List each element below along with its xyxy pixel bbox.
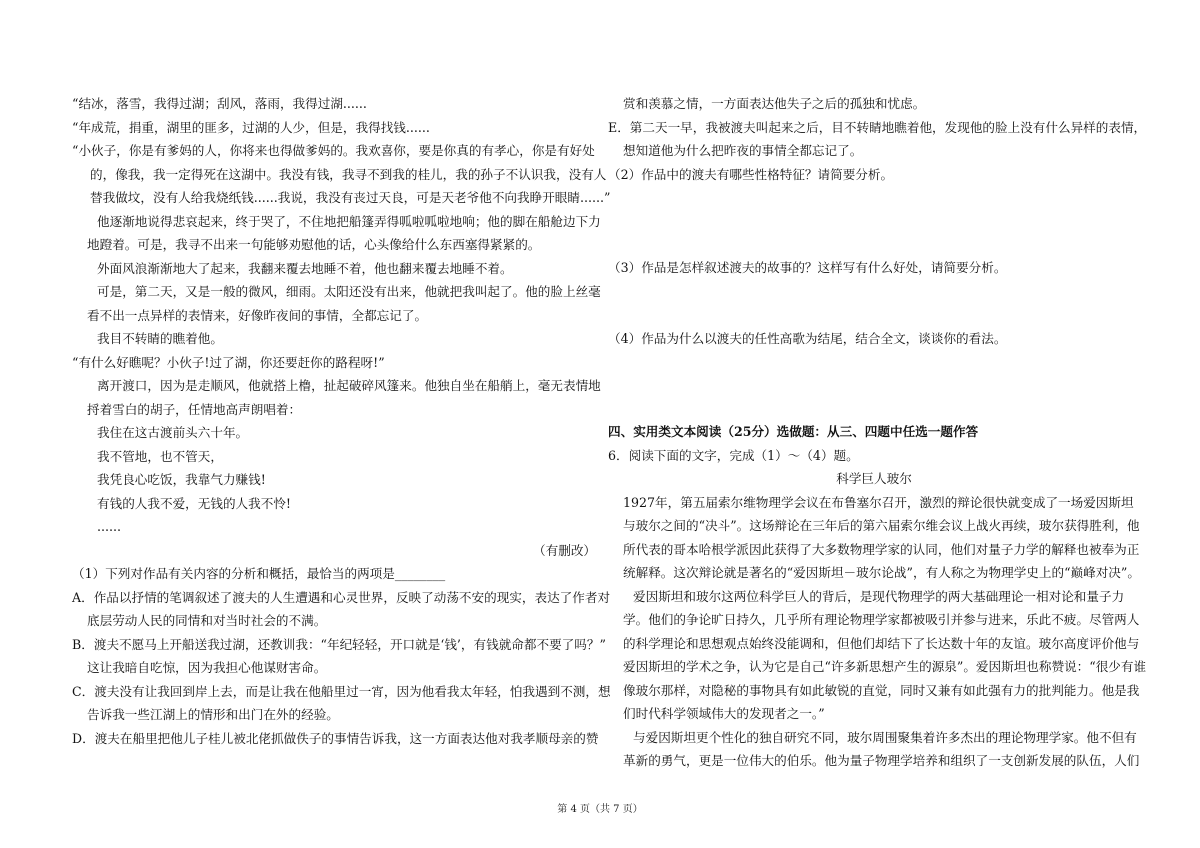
option-e: E．第二天一早，我被渡夫叫起来之后，目不转睛地瞧着他，发现他的脸上没有什么异样的表情， bbox=[608, 119, 1147, 135]
paragraph-line: 所代表的哥本哈根学派因此获得了大多数物理学家的认同，他们对量子力学的解释也被奉为正 bbox=[623, 541, 1140, 557]
text-line: 可是，第二天，又是一般的微风，细雨。太阳还没有出来，他就把我叫起了。他的脸上丝毫 bbox=[97, 284, 601, 299]
option-c: C．渡夫没有让我回到岸上去，而是让我在他船里过一宵，因为他看我太年轻，怕我遇到不测，想 bbox=[72, 683, 611, 699]
paragraph-line: 学。他们的争论旷日持久，几乎所有理论物理学家都被吸引并参与进来，乐此不疲。尽管两人 bbox=[623, 612, 1140, 627]
text-line: 外面风浪渐渐地大了起来，我翻来覆去地睡不着，他也翻来覆去地睡不着。 bbox=[97, 260, 513, 276]
poem-line: 我住在这古渡前头六十年。 bbox=[97, 425, 249, 440]
question-2: （2）作品中的渡夫有哪些性格特征？请简要分析。 bbox=[608, 166, 894, 182]
text-line: 他逐渐地说得悲哀起来，终于哭了，不住地把船篷弄得呱啦呱啦地响；他的脚在船舱边下力 bbox=[97, 213, 601, 229]
question-4: （4）作品为什么以渡夫的任性高歌为结尾，结合全文，谈谈你的看法。 bbox=[608, 330, 1007, 346]
text-line: 捋着雪白的胡子，任情地高声朗唱着： bbox=[87, 401, 302, 417]
answer-space bbox=[608, 186, 1140, 256]
page-footer: 第 4 页（共 7 页） bbox=[557, 804, 643, 815]
text-line: 地蹬着。可是，我寻不出来一句能够劝慰他的话，心头像给什么东西塞得紧紧的。 bbox=[87, 237, 541, 252]
text-line: “小伙子，你是有爹妈的人，你将来也得做爹妈的。我欢喜你，要是你真的有孝心，你是有好处 bbox=[72, 143, 595, 158]
paragraph-line: 的科学理论和思想观点始终没能调和，但他们却结下了长达数十年的友谊。玻尔高度评价他与 bbox=[623, 635, 1140, 651]
poem-line: 有钱的人我不爱，无钱的人我不怜! bbox=[97, 495, 291, 511]
paragraph-line: 们时代科学领域伟大的发现者之一。” bbox=[623, 706, 825, 721]
text-line: “年成荒，捐重，湖里的匪多，过湖的人少，但是，我得找钱...... bbox=[72, 119, 430, 135]
option-a: A．作品以抒情的笔调叙述了渡夫的人生遭遇和心灵世界，反映了动荡不安的现实，表达了作者对 bbox=[72, 589, 611, 605]
option-b-cont: 这让我暗自吃惊，因为我担心他谋财害命。 bbox=[87, 660, 327, 675]
text-line: 替我做坟，没有人给我烧纸钱......我说，我没有丧过天良，可是天老爷他不向我睁开眼睛......” bbox=[90, 190, 611, 205]
paragraph-line: 像玻尔那样，对隐秘的事物具有如此敏锐的直觉，同时又兼有如此强有力的批判能力。他是我 bbox=[623, 682, 1140, 698]
poem-line: 我不管地，也不管天， bbox=[97, 448, 223, 464]
paragraph-line: 与爱因斯坦更个性化的独自研究不同，玻尔周围聚集着许多杰出的理论物理学家。他不但有 bbox=[633, 729, 1137, 745]
option-d-cont: 赏和羡慕之情，一方面表达他失子之后的孤独和忧虑。 bbox=[623, 96, 926, 111]
option-c-cont: 告诉我一些江湖上的情形和出门在外的经验。 bbox=[87, 707, 339, 722]
text-line: 离开渡口，因为是走顺风，他就搭上橹，扯起破碎风篷来。他独自坐在船艄上，毫无表情地 bbox=[97, 378, 601, 393]
question-1: （1）下列对作品有关内容的分析和概括，最恰当的两项是________ bbox=[72, 566, 446, 581]
section-heading: 四、实用类文本阅读（25分）选做题：从三、四题中任选一题作答 bbox=[608, 424, 979, 439]
poem-line: 我凭良心吃饭，我靠气力赚钱! bbox=[97, 472, 266, 487]
left-column bbox=[72, 92, 611, 750]
option-a-cont: 底层劳动人民的同情和对当时社会的不满。 bbox=[87, 613, 327, 628]
answer-space bbox=[608, 280, 1140, 327]
text-line: “有什么好瞧呢？小伙子!过了湖，你还要赶你的路程呀!” bbox=[72, 354, 385, 370]
paragraph-line: 爱因斯坦和玻尔这两位科学巨人的背后，是现代物理学的两大基础理论一相对论和量子力 bbox=[633, 588, 1125, 604]
option-d: D．渡夫在船里把他儿子桂儿被北佬抓做佚子的事情告诉我，这一方面表达他对我孝顺母亲的赞 bbox=[72, 730, 599, 746]
right-column bbox=[608, 92, 1147, 773]
question-6: 6．阅读下面的文字，完成（1）～（4）题。 bbox=[608, 447, 859, 463]
poem-line: ...... bbox=[97, 519, 122, 534]
text-line: 的，像我，我一定得死在这湖中。我没有钱，我寻不到我的桂儿，我的孙子不认识我，没有人 bbox=[90, 166, 607, 182]
text-line: “结冰，落雪，我得过湖；刮风，落雨，我得过湖...... bbox=[72, 96, 367, 111]
text-line: 看不出一点异样的表情来，好像昨夜间的事情，全都忘记了。 bbox=[87, 307, 428, 323]
edit-note: （有删改） bbox=[533, 542, 596, 558]
paragraph-line: 统解释。这次辩论就是著名的“爱因斯坦－玻尔论战”，有人称之为物理学史上的“巅峰对决”。 bbox=[623, 565, 1140, 580]
option-b: B．渡夫不愿马上开船送我过湖，还教训我：“年纪轻轻，开口就是‘钱’，有钱就命都不要了吗？” bbox=[72, 636, 606, 652]
paragraph-line: 1927年，第五届索尔维物理学会议在布鲁塞尔召开，激烈的辩论很快就变成了一场爱因斯坦 bbox=[623, 494, 1134, 510]
paragraph-line: 与玻尔之间的“决斗”。这场辩论在三年后的第六届索尔维会议上战火再续，玻尔获得胜利，他 bbox=[623, 518, 1140, 533]
paragraph-line: 爱因斯坦的学术之争，认为它是自己“许多新思想产生的源泉”。爱因斯坦也称赞说：“很少有谁 bbox=[623, 659, 1147, 674]
text-line: 我目不转睛的瞧着他。 bbox=[97, 331, 223, 346]
paragraph-line: 革新的勇气，更是一位伟大的伯乐。他为量子物理学培养和组织了一支创新发展的队伍，人们 bbox=[623, 753, 1140, 768]
answer-space bbox=[608, 350, 1140, 420]
question-3: （3）作品是怎样叙述渡夫的故事的？这样写有什么好处，请简要分析。 bbox=[608, 260, 1007, 275]
option-e-cont: 想知道他为什么把昨夜的事情全都忘记了。 bbox=[623, 143, 863, 158]
article-title: 科学巨人玻尔 bbox=[836, 471, 912, 486]
